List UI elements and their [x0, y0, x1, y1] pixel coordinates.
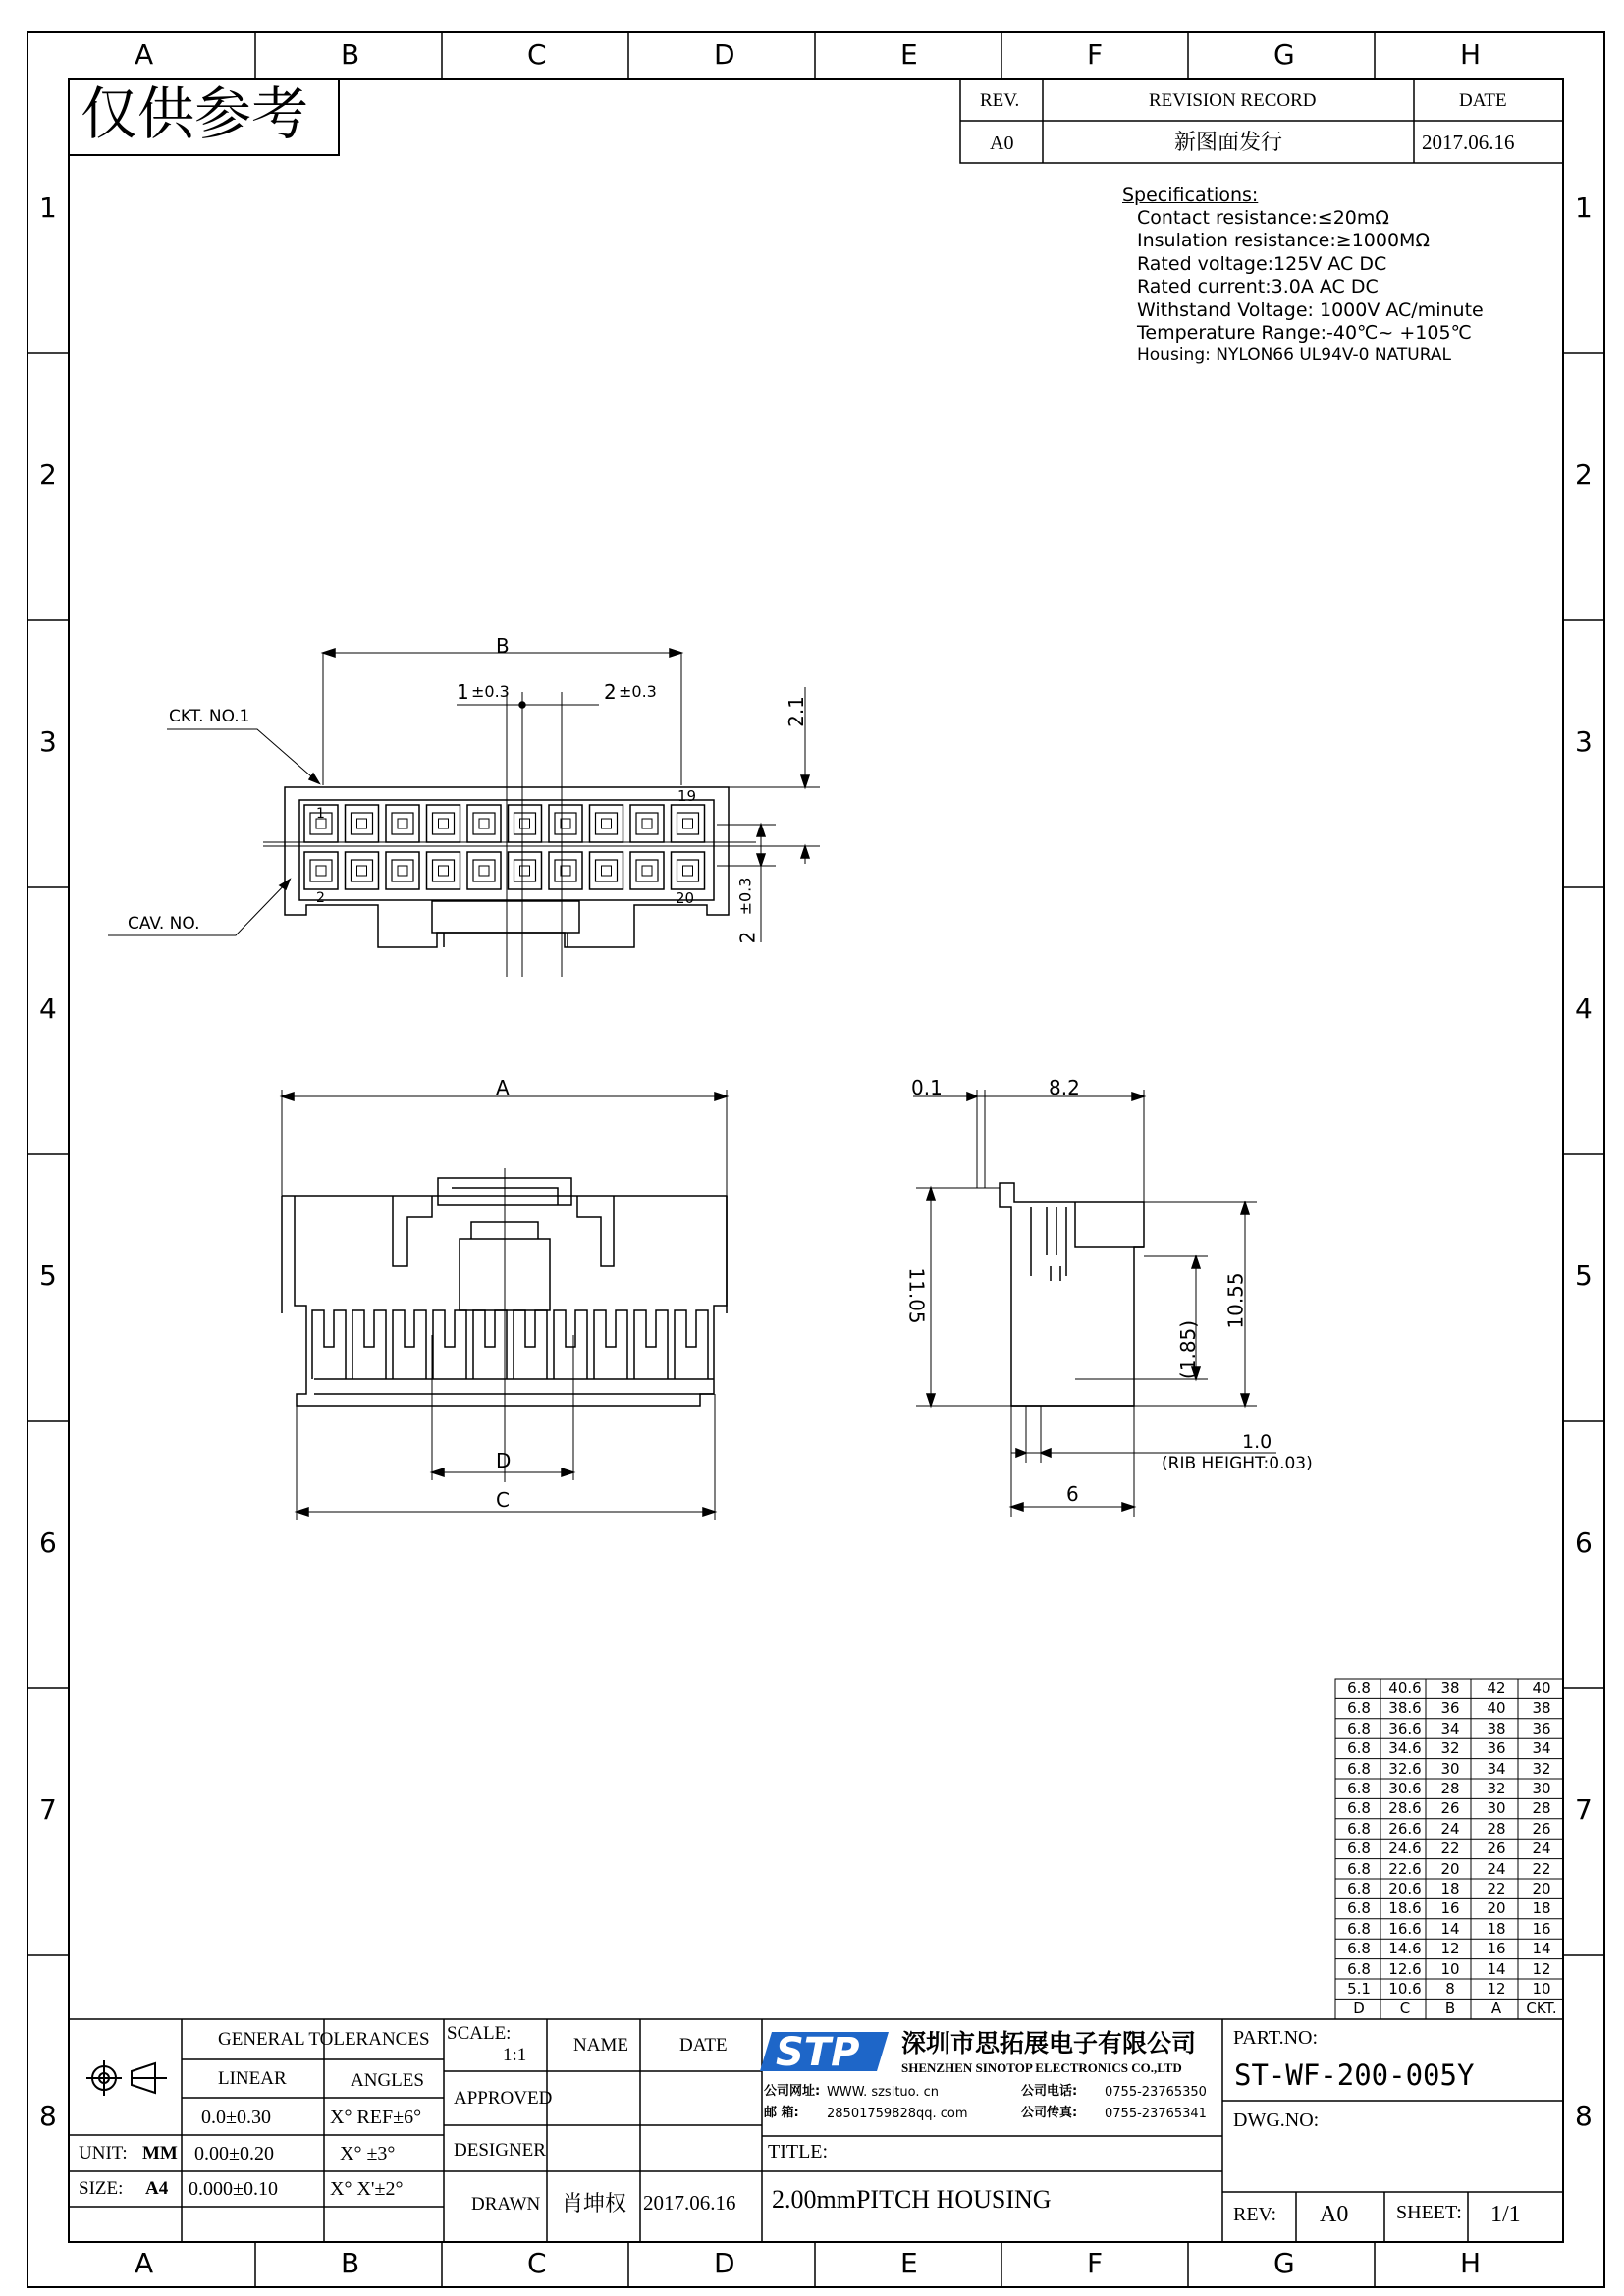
table-cell: 12 [1487, 1980, 1506, 1998]
email-value: 28501759828qq. com [827, 2107, 968, 2121]
table-cell: 30 [1440, 1759, 1460, 1778]
side-dim-1-0: 1.0 [1242, 1431, 1272, 1453]
dwg-no-label: DWG.NO: [1233, 2109, 1320, 2131]
table-cell: 36 [1487, 1739, 1506, 1758]
top-dim-2-1: 2.1 [784, 696, 808, 727]
terminal-slot [312, 1310, 346, 1379]
spec-line: Housing: NYLON66 UL94V-0 NATURAL [1137, 346, 1451, 365]
col-label-H-bottom: H [1460, 2247, 1482, 2279]
row-label-7-right: 7 [1575, 1793, 1593, 1826]
company-name-cn: 深圳市思拓展电子有限公司 [901, 2031, 1197, 2057]
table-cell: 34 [1532, 1739, 1551, 1758]
row-label-5-right: 5 [1575, 1259, 1593, 1292]
table-cell: 40.6 [1388, 1680, 1422, 1697]
table-cell: 6.8 [1347, 1919, 1371, 1938]
table-cell: 16.6 [1388, 1919, 1422, 1938]
row-label-2-left: 2 [39, 458, 57, 491]
spec-line: Rated current:3.0A AC DC [1137, 276, 1379, 297]
row-label-6-right: 6 [1575, 1526, 1593, 1559]
tol-linear-1: 0.0±0.30 [201, 2107, 271, 2128]
top-dim-b: B [496, 634, 510, 658]
website-value: WWW. szsituo. cn [827, 2085, 940, 2100]
table-cell: 6.8 [1347, 1799, 1371, 1818]
fax-value: 0755-23765341 [1105, 2107, 1207, 2121]
col-label-F-bottom: F [1087, 2247, 1104, 2279]
revision-date-value: 2017.06.16 [1422, 131, 1515, 154]
col-label-C-bottom: C [527, 2247, 547, 2279]
table-cell: 20 [1487, 1899, 1506, 1918]
phone-label: 公司电话: [1021, 2084, 1078, 2099]
drawing-title: 2.00mmPITCH HOUSING [772, 2185, 1052, 2214]
terminal-slot [433, 1310, 466, 1379]
table-cell: 30 [1487, 1799, 1506, 1818]
table-cell: 20.6 [1388, 1880, 1422, 1897]
col-label-D-bottom: D [714, 2247, 735, 2279]
top-dim-2-vertical: 2 [735, 931, 760, 944]
table-header-cell: CKT. [1526, 2000, 1557, 2018]
part-no-value: ST-WF-200-005Y [1234, 2058, 1475, 2092]
terminal-slot [634, 1310, 668, 1379]
cavity [346, 852, 379, 889]
sheet-label: SHEET: [1396, 2202, 1462, 2223]
rev-value-tb: A0 [1320, 2202, 1349, 2227]
table-cell: 20 [1440, 1859, 1460, 1878]
cavity [386, 805, 419, 842]
email-label: 邮 箱: [764, 2106, 799, 2120]
table-cell: 30.6 [1388, 1780, 1422, 1797]
table-cell: 24 [1532, 1840, 1551, 1858]
table-cell: 14 [1487, 1959, 1506, 1978]
table-cell: 6.8 [1347, 1739, 1371, 1758]
table-cell: 22 [1440, 1840, 1460, 1858]
table-cell: 16 [1487, 1940, 1506, 1958]
date-header: DATE [1459, 90, 1507, 111]
cavity [509, 852, 542, 889]
side-dim-10-55: 10.55 [1223, 1272, 1248, 1329]
revision-record-value: 新图面发行 [1174, 130, 1283, 154]
fax-label: 公司传真: [1021, 2106, 1078, 2120]
company-logo [760, 2030, 889, 2075]
table-cell: 6.8 [1347, 1759, 1371, 1778]
cavity [672, 805, 705, 842]
side-dim-1-85: (1.85) [1176, 1319, 1201, 1380]
table-cell: 18 [1440, 1880, 1460, 1897]
scale-label: SCALE: [447, 2023, 512, 2044]
table-cell: 36 [1440, 1699, 1460, 1718]
table-cell: 40 [1532, 1680, 1551, 1697]
table-cell: 5.1 [1347, 1980, 1371, 1998]
top-tol-1: ±0.3 [471, 682, 510, 701]
col-label-C-top: C [527, 38, 547, 71]
table-cell: 6.8 [1347, 1880, 1371, 1897]
table-cell: 8 [1445, 1980, 1455, 1998]
top-dim-1: 1 [457, 680, 469, 704]
table-cell: 6.8 [1347, 1699, 1371, 1718]
table-cell: 20 [1532, 1880, 1551, 1897]
cavity [304, 852, 338, 889]
part-no-label: PART.NO: [1233, 2027, 1319, 2049]
row-label-7-left: 7 [39, 1793, 57, 1826]
col-label-D-top: D [714, 38, 735, 71]
row-label-5-left: 5 [39, 1259, 57, 1292]
cavity [630, 852, 664, 889]
tol-angle-2: X° ±3° [340, 2143, 396, 2164]
projection-symbol-icon [86, 2060, 167, 2096]
cavity [427, 852, 460, 889]
table-cell: 14.6 [1388, 1940, 1422, 1958]
unit-label: UNIT: [79, 2143, 128, 2163]
table-header-cell: D [1353, 2000, 1365, 2018]
table-cell: 6.8 [1347, 1840, 1371, 1858]
table-header-cell: C [1399, 2000, 1411, 2018]
cavity [672, 852, 705, 889]
table-cell: 30 [1532, 1780, 1551, 1797]
table-cell: 42 [1487, 1680, 1506, 1697]
table-cell: 24.6 [1388, 1840, 1422, 1858]
size-label: SIZE: [79, 2178, 124, 2199]
pin-label-2: 2 [316, 890, 325, 906]
scale-value: 1:1 [503, 2045, 527, 2065]
terminal-slot [554, 1310, 587, 1379]
cav-no-label: CAV. NO. [128, 914, 200, 934]
table-cell: 6.8 [1347, 1680, 1371, 1697]
table-cell: 34 [1487, 1759, 1506, 1778]
table-cell: 40 [1487, 1699, 1506, 1718]
spec-line: Insulation resistance:≥1000MΩ [1137, 230, 1430, 251]
drawn-name: 肖坤权 [562, 2191, 627, 2216]
table-cell: 32 [1532, 1759, 1551, 1778]
terminal-slot [473, 1310, 507, 1379]
table-cell: 38.6 [1388, 1699, 1422, 1718]
table-cell: 6.8 [1347, 1899, 1371, 1918]
row-label-8-right: 8 [1575, 2100, 1593, 2132]
terminal-slot [514, 1310, 547, 1379]
top-dim-2: 2 [604, 680, 617, 704]
drawn-date: 2017.06.16 [643, 2191, 736, 2215]
row-label-4-right: 4 [1575, 992, 1593, 1025]
table-cell: 16 [1532, 1919, 1551, 1938]
col-label-E-bottom: E [900, 2247, 918, 2279]
table-cell: 32 [1487, 1780, 1506, 1797]
terminal-slot [594, 1310, 627, 1379]
row-label-4-left: 4 [39, 992, 57, 1025]
col-label-B-top: B [341, 38, 360, 71]
general-tolerances-label: GENERAL TOLERANCES [218, 2029, 430, 2050]
table-cell: 10 [1440, 1959, 1460, 1978]
title-label: TITLE: [768, 2141, 829, 2163]
cavity [467, 852, 501, 889]
approved-label: APPROVED [454, 2088, 553, 2109]
spec-title: Specifications: [1122, 185, 1259, 206]
spec-line: Withstand Voltage: 1000V AC/minute [1137, 299, 1484, 321]
cavity [427, 805, 460, 842]
table-cell: 22 [1487, 1880, 1506, 1897]
tol-linear-3: 0.000±0.10 [189, 2178, 278, 2200]
col-label-B-bottom: B [341, 2247, 360, 2279]
table-cell: 26 [1532, 1819, 1551, 1838]
row-label-8-left: 8 [39, 2100, 57, 2132]
table-cell: 16 [1440, 1899, 1460, 1918]
side-view [913, 1090, 1276, 1517]
table-cell: 24 [1440, 1819, 1460, 1838]
table-cell: 18.6 [1388, 1899, 1422, 1918]
table-cell: 38 [1487, 1719, 1506, 1737]
table-cell: 22.6 [1388, 1859, 1422, 1878]
cavity [467, 805, 501, 842]
top-tol-2: ±0.3 [619, 682, 657, 701]
table-cell: 6.8 [1347, 1819, 1371, 1838]
table-cell: 28 [1487, 1819, 1506, 1838]
table-cell: 22 [1532, 1859, 1551, 1878]
table-cell: 28 [1532, 1799, 1551, 1818]
pin-label-19: 19 [677, 787, 697, 805]
cavity [386, 852, 419, 889]
table-cell: 26 [1440, 1799, 1460, 1818]
watermark-text: 仅供参考 [81, 82, 309, 146]
table-cell: 12 [1440, 1940, 1460, 1958]
col-label-E-top: E [900, 38, 918, 71]
table-cell: 18 [1532, 1899, 1551, 1918]
side-dim-0-1: 0.1 [911, 1076, 943, 1099]
table-cell: 10.6 [1388, 1980, 1422, 1998]
website-label: 公司网址: [764, 2084, 821, 2099]
tol-linear-2: 0.00±0.20 [194, 2143, 274, 2164]
side-dim-8-2: 8.2 [1049, 1076, 1080, 1099]
table-cell: 26.6 [1388, 1819, 1422, 1838]
col-label-G-top: G [1273, 38, 1295, 71]
ckt-no-label: CKT. NO.1 [169, 707, 250, 726]
tol-angle-1: X° REF±6° [330, 2107, 422, 2128]
col-label-G-bottom: G [1273, 2247, 1295, 2279]
table-cell: 32.6 [1388, 1759, 1422, 1778]
spec-line: Rated voltage:125V AC DC [1137, 253, 1387, 275]
phone-value: 0755-23765350 [1105, 2085, 1207, 2100]
table-cell: 32 [1440, 1739, 1460, 1758]
table-cell: 34 [1440, 1719, 1460, 1737]
table-cell: 28 [1440, 1780, 1460, 1797]
table-cell: 38 [1532, 1699, 1551, 1718]
revision-record-header: REVISION RECORD [1149, 90, 1317, 111]
linear-label: LINEAR [218, 2068, 287, 2089]
front-dim-c: C [496, 1488, 510, 1512]
table-cell: 26 [1487, 1840, 1506, 1858]
terminal-slot [675, 1310, 708, 1379]
side-rib-note: (RIB HEIGHT:0.03) [1162, 1454, 1313, 1473]
row-label-2-right: 2 [1575, 458, 1593, 491]
designer-label: DESIGNER [454, 2140, 546, 2161]
company-name-en: SHENZHEN SINOTOP ELECTRONICS CO.,LTD [901, 2060, 1182, 2075]
cavity [346, 805, 379, 842]
col-label-A-top: A [135, 38, 154, 71]
table-cell: 12.6 [1388, 1959, 1422, 1978]
table-header-cell: A [1490, 2000, 1502, 2018]
side-dim-11-05: 11.05 [904, 1267, 929, 1324]
col-label-F-top: F [1087, 38, 1104, 71]
table-cell: 36 [1532, 1719, 1551, 1737]
top-tol-2-vertical: ±0.3 [735, 877, 755, 916]
table-cell: 6.8 [1347, 1859, 1371, 1878]
table-cell: 38 [1440, 1680, 1460, 1697]
table-header-cell: B [1444, 2000, 1456, 2018]
table-cell: 6.8 [1347, 1780, 1371, 1797]
table-cell: 14 [1440, 1919, 1460, 1938]
table-cell: 34.6 [1388, 1739, 1422, 1758]
row-label-3-right: 3 [1575, 725, 1593, 758]
angles-label: ANGLES [351, 2070, 424, 2091]
spec-line: Contact resistance:≤20mΩ [1137, 207, 1389, 229]
name-header: NAME [573, 2035, 628, 2056]
rev-header: REV. [980, 90, 1020, 111]
rev-label-tb: REV: [1233, 2204, 1277, 2225]
table-cell: 36.6 [1388, 1719, 1422, 1737]
row-label-1-left: 1 [39, 191, 57, 224]
date-header-tb: DATE [679, 2035, 728, 2056]
size-value: A4 [145, 2178, 169, 2199]
spec-line: Temperature Range:-40℃~ +105℃ [1137, 322, 1472, 344]
cavity [549, 805, 582, 842]
table-cell: 6.8 [1347, 1940, 1371, 1958]
cavity [590, 805, 623, 842]
pin-label-20: 20 [676, 889, 695, 907]
front-dim-a: A [496, 1076, 510, 1099]
table-cell: 24 [1487, 1859, 1506, 1878]
table-cell: 18 [1487, 1919, 1506, 1938]
side-dim-6: 6 [1066, 1482, 1079, 1506]
table-cell: 10 [1532, 1980, 1551, 1998]
row-label-3-left: 3 [39, 725, 57, 758]
row-label-6-left: 6 [39, 1526, 57, 1559]
unit-value: MM [142, 2143, 178, 2163]
drawn-label: DRAWN [471, 2194, 541, 2215]
terminal-slot [393, 1310, 426, 1379]
cavity [630, 805, 664, 842]
company-logo-text: STP [776, 2030, 860, 2075]
terminal-slot [352, 1310, 386, 1379]
cavity [590, 852, 623, 889]
cavity [549, 852, 582, 889]
col-label-H-top: H [1460, 38, 1482, 71]
pin-label-1: 1 [316, 806, 325, 822]
col-label-A-bottom: A [135, 2247, 154, 2279]
table-cell: 6.8 [1347, 1719, 1371, 1737]
sheet-value: 1/1 [1490, 2202, 1521, 2227]
rev-value: A0 [990, 133, 1014, 154]
table-cell: 12 [1532, 1959, 1551, 1978]
tol-angle-3: X° X'±2° [330, 2178, 404, 2200]
front-dim-d: D [496, 1449, 512, 1472]
table-cell: 6.8 [1347, 1959, 1371, 1978]
cavity [509, 805, 542, 842]
table-cell: 14 [1532, 1940, 1551, 1958]
row-label-1-right: 1 [1575, 191, 1593, 224]
table-cell: 28.6 [1388, 1799, 1422, 1818]
